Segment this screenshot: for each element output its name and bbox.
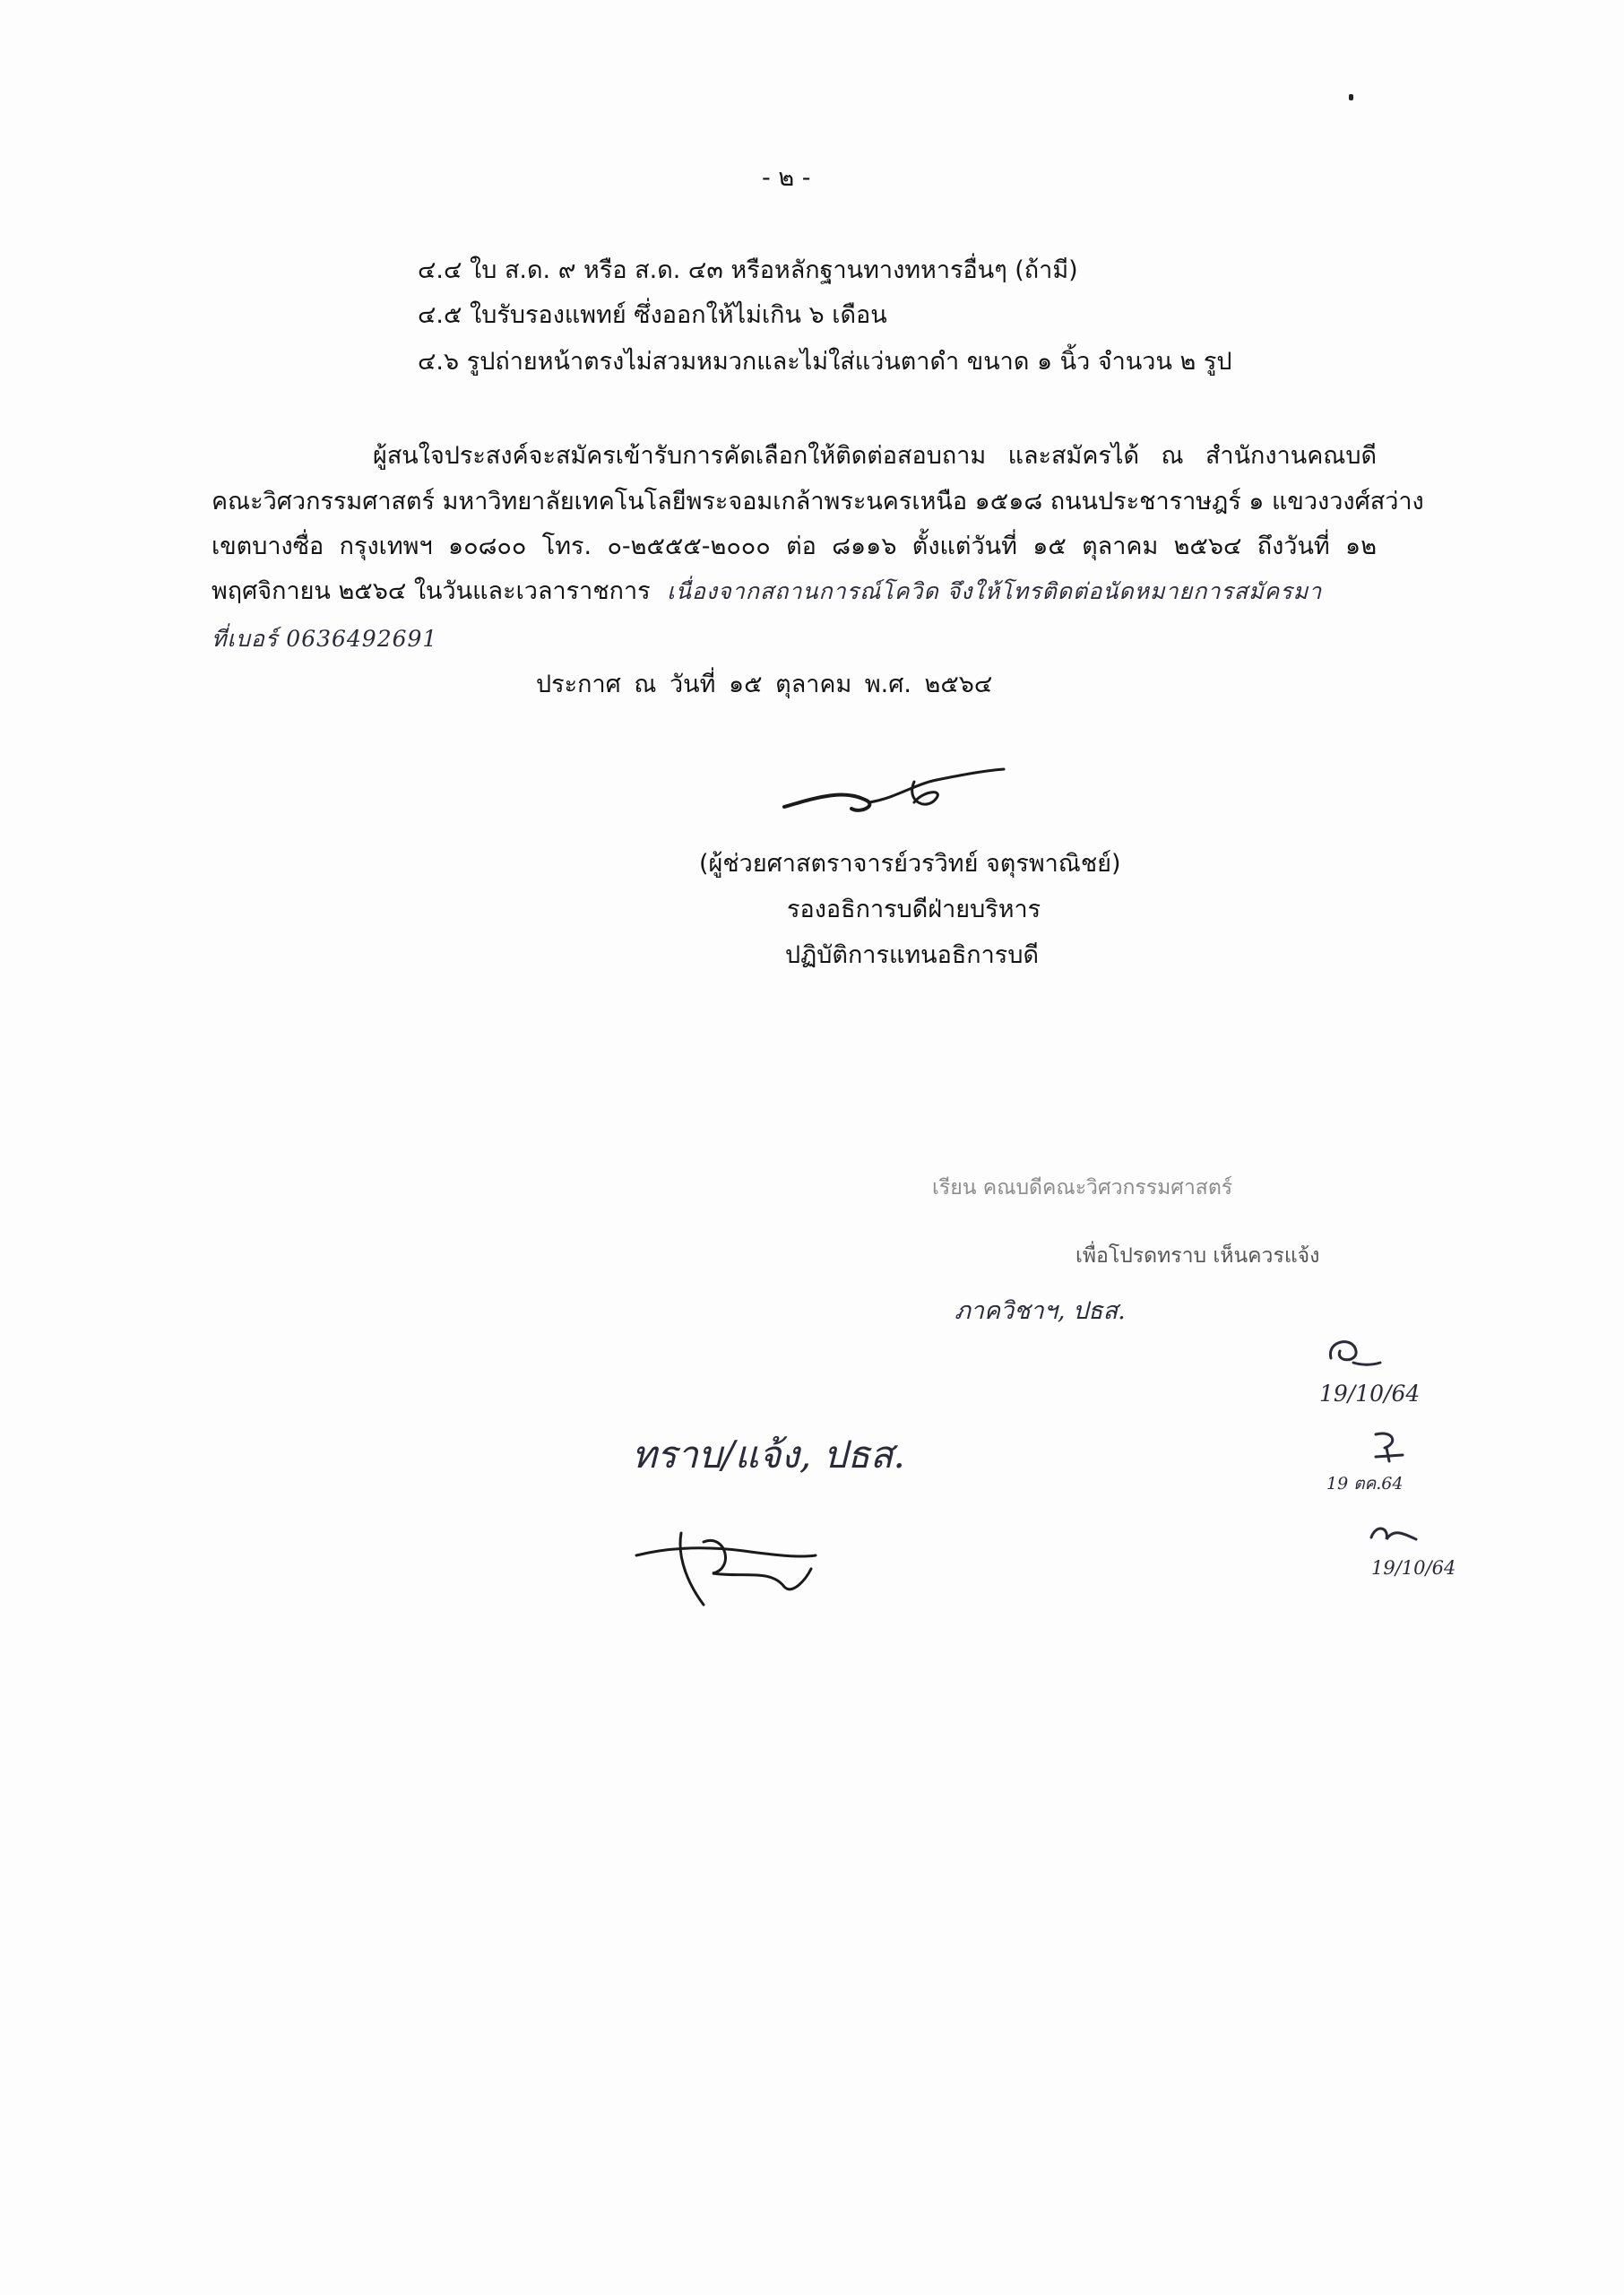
signatory-name: (ผู้ช่วยศาสตราจารย์วรวิทย์ จตุรพาณิชย์)	[699, 850, 1121, 878]
paragraph-line	[212, 575, 1322, 609]
paragraph-line: เขตบางซื่อ กรุงเทพฯ ๑๐๘๐๐ โทร. ๐-๒๕๕๕-๒๐๐๐ ต่อ ๘๑๑๖ ตั้งแต่วันที่ ๑๕ ตุลาคม ๒๕๖๔ ถึงวันที่ ๑๒	[212, 533, 1377, 560]
handwritten-phone-note: ที่เบอร์ 0636492691	[212, 626, 438, 652]
list-item: ๔.๖ รูปถ่ายหน้าตรงไม่สวมหมวกและไม่ใส่แว่นตาดำ ขนาด ๑ นิ้ว จำนวน ๒ รูป	[418, 348, 1232, 376]
routing-stamp-line: เพื่อโปรดทราบ เห็นควรแจ้ง	[1075, 1244, 1320, 1268]
routing-stamp-line: เรียน คณบดีคณะวิศวกรรมศาสตร์	[932, 1176, 1233, 1199]
list-item: ๔.๔ ใบ ส.ด. ๙ หรือ ส.ด. ๔๓ หรือหลักฐานทางทหารอื่นๆ (ถ้ามี)	[418, 256, 1078, 284]
initials-mark	[1322, 1331, 1385, 1376]
handwritten-date: 19/10/64	[1319, 1381, 1421, 1407]
signatory-title-acting: ปฏิบัติการแทนอธิการบดี	[785, 941, 1039, 969]
handwritten-note: เนื่องจากสถานการณ์โควิด จึงให้โทรติดต่อนัดหมายการสมัครมา	[667, 578, 1323, 604]
announcement-date: ประกาศ ณ วันที่ ๑๕ ตุลาคม พ.ศ. ๒๕๖๔	[536, 671, 993, 698]
dot-mark	[1349, 94, 1353, 100]
handwritten-department-note: ภาควิชาฯ, ปธส.	[955, 1297, 1126, 1325]
paragraph-printed-text: พฤศจิกายน ๒๕๖๔ ในวันและเวลาราชการ	[212, 577, 651, 605]
initials-mark	[1367, 1520, 1421, 1551]
list-item: ๔.๕ ใบรับรองแพทย์ ซึ่งออกให้ไม่เกิน ๖ เดือน	[418, 301, 887, 329]
paragraph-line: ผู้สนใจประสงค์จะสมัครเข้ารับการคัดเลือกให้ติดต่อสอบถาม และสมัครได้ ณ สำนักงานคณบดี	[373, 442, 1377, 470]
initials-mark	[1367, 1425, 1412, 1466]
handwritten-date: 19/10/64	[1371, 1557, 1456, 1579]
handwritten-acknowledgement: ทราบ/แจ้ง, ปธส.	[632, 1433, 905, 1477]
handwritten-date: 19 ตค.64	[1326, 1474, 1404, 1494]
signatory-title: รองอธิการบดีฝ่ายบริหาร	[787, 896, 1041, 923]
signature-mark	[627, 1515, 825, 1614]
signature-mark	[780, 762, 1013, 834]
paragraph-line: คณะวิศวกรรมศาสตร์ มหาวิทยาลัยเทคโนโลยีพระจอมเกล้าพระนครเหนือ ๑๕๑๘ ถนนประชาราษฎร์ ๑ แขวงวงศ์สว่าง	[212, 488, 1424, 515]
page-number: - ๒ -	[762, 164, 811, 192]
